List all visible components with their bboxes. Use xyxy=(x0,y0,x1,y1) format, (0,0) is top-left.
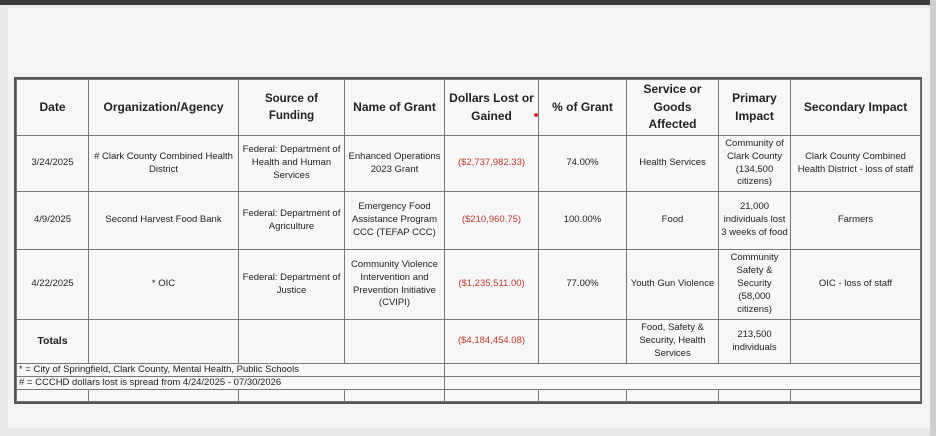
cell-primary-impact: 21,000 individuals lost 3 weeks of food xyxy=(719,192,791,250)
cell-percent: 77.00% xyxy=(539,250,627,320)
cell-source: Federal: Department of Justice xyxy=(239,250,345,320)
footnote-asterisk: * = City of Springfield, Clark County, Mental Health, Public Schools xyxy=(17,364,445,377)
cell-percent: 100.00% xyxy=(539,192,627,250)
totals-row xyxy=(17,320,921,364)
header-date: Date xyxy=(17,80,89,136)
totals-empty xyxy=(89,320,239,364)
cell-organization: * OIC xyxy=(89,250,239,320)
cell-grant: Enhanced Operations 2023 Grant xyxy=(345,136,445,192)
cell-percent: 74.00% xyxy=(539,136,627,192)
header-percent-of-grant: % of Grant xyxy=(539,80,627,136)
cell-secondary-impact: Clark County Combined Health District - loss of staff xyxy=(791,136,921,192)
header-name-of-grant: Name of Grant xyxy=(345,80,445,136)
blank-cell xyxy=(89,390,239,402)
cell-organization: Second Harvest Food Bank xyxy=(89,192,239,250)
cell-date: 4/22/2025 xyxy=(17,250,89,320)
totals-empty xyxy=(239,320,345,364)
header-source-of-funding: Source of Funding xyxy=(239,80,345,136)
cell-organization: # Clark County Combined Health District xyxy=(89,136,239,192)
blank-row xyxy=(17,390,921,402)
totals-service: Food, Safety & Security, Health Services xyxy=(627,320,719,364)
top-bar xyxy=(0,0,936,5)
cell-date: 4/9/2025 xyxy=(17,192,89,250)
blank-cell xyxy=(17,390,89,402)
cell-dollars: ($210,960.75) xyxy=(445,192,539,250)
table-row xyxy=(17,192,921,250)
header-service-affected: Service or Goods Affected xyxy=(627,80,719,136)
cell-grant: Community Violence Intervention and Prevention Initiative (CVIPI) xyxy=(345,250,445,320)
totals-empty xyxy=(539,320,627,364)
cell-service: Youth Gun Violence xyxy=(627,250,719,320)
blank-cell xyxy=(239,390,345,402)
grant-impact-table-container xyxy=(14,77,922,404)
table-row xyxy=(17,250,921,320)
red-cursor-dot xyxy=(534,113,538,117)
cell-secondary-impact: Farmers xyxy=(791,192,921,250)
totals-label: Totals xyxy=(17,320,89,364)
footnote-empty xyxy=(445,377,921,390)
header-organization: Organization/Agency xyxy=(89,80,239,136)
cell-primary-impact: Community Safety & Security (58,000 citizens) xyxy=(719,250,791,320)
totals-dollars: ($4,184,454.08) xyxy=(445,320,539,364)
footnote-row xyxy=(17,364,921,377)
cell-source: Federal: Department of Agriculture xyxy=(239,192,345,250)
table-row xyxy=(17,136,921,192)
cell-secondary-impact: OIC - loss of staff xyxy=(791,250,921,320)
cell-service: Health Services xyxy=(627,136,719,192)
header-row xyxy=(17,80,921,136)
blank-cell xyxy=(791,390,921,402)
cell-grant: Emergency Food Assistance Program CCC (TEFAP CCC) xyxy=(345,192,445,250)
footnote-hash: # = CCCHD dollars lost is spread from 4/24/2025 - 07/30/2026 xyxy=(17,377,445,390)
grant-impact-table xyxy=(16,79,921,402)
cell-primary-impact: Community of Clark County (134,500 citizens) xyxy=(719,136,791,192)
footnote-row xyxy=(17,377,921,390)
blank-cell xyxy=(445,390,539,402)
totals-empty xyxy=(791,320,921,364)
totals-primary-impact: 213,500 individuals xyxy=(719,320,791,364)
cell-source: Federal: Department of Health and Human Services xyxy=(239,136,345,192)
header-secondary-impact: Secondary Impact xyxy=(791,80,921,136)
header-primary-impact: Primary Impact xyxy=(719,80,791,136)
header-dollars: Dollars Lost or Gained xyxy=(445,80,539,136)
cell-dollars: ($2,737,982.33) xyxy=(445,136,539,192)
footnote-empty xyxy=(445,364,921,377)
blank-cell xyxy=(345,390,445,402)
window-edge xyxy=(930,0,936,436)
cell-service: Food xyxy=(627,192,719,250)
cell-dollars: ($1,235,511.00) xyxy=(445,250,539,320)
blank-cell xyxy=(719,390,791,402)
totals-empty xyxy=(345,320,445,364)
cell-date: 3/24/2025 xyxy=(17,136,89,192)
blank-cell xyxy=(627,390,719,402)
blank-cell xyxy=(539,390,627,402)
